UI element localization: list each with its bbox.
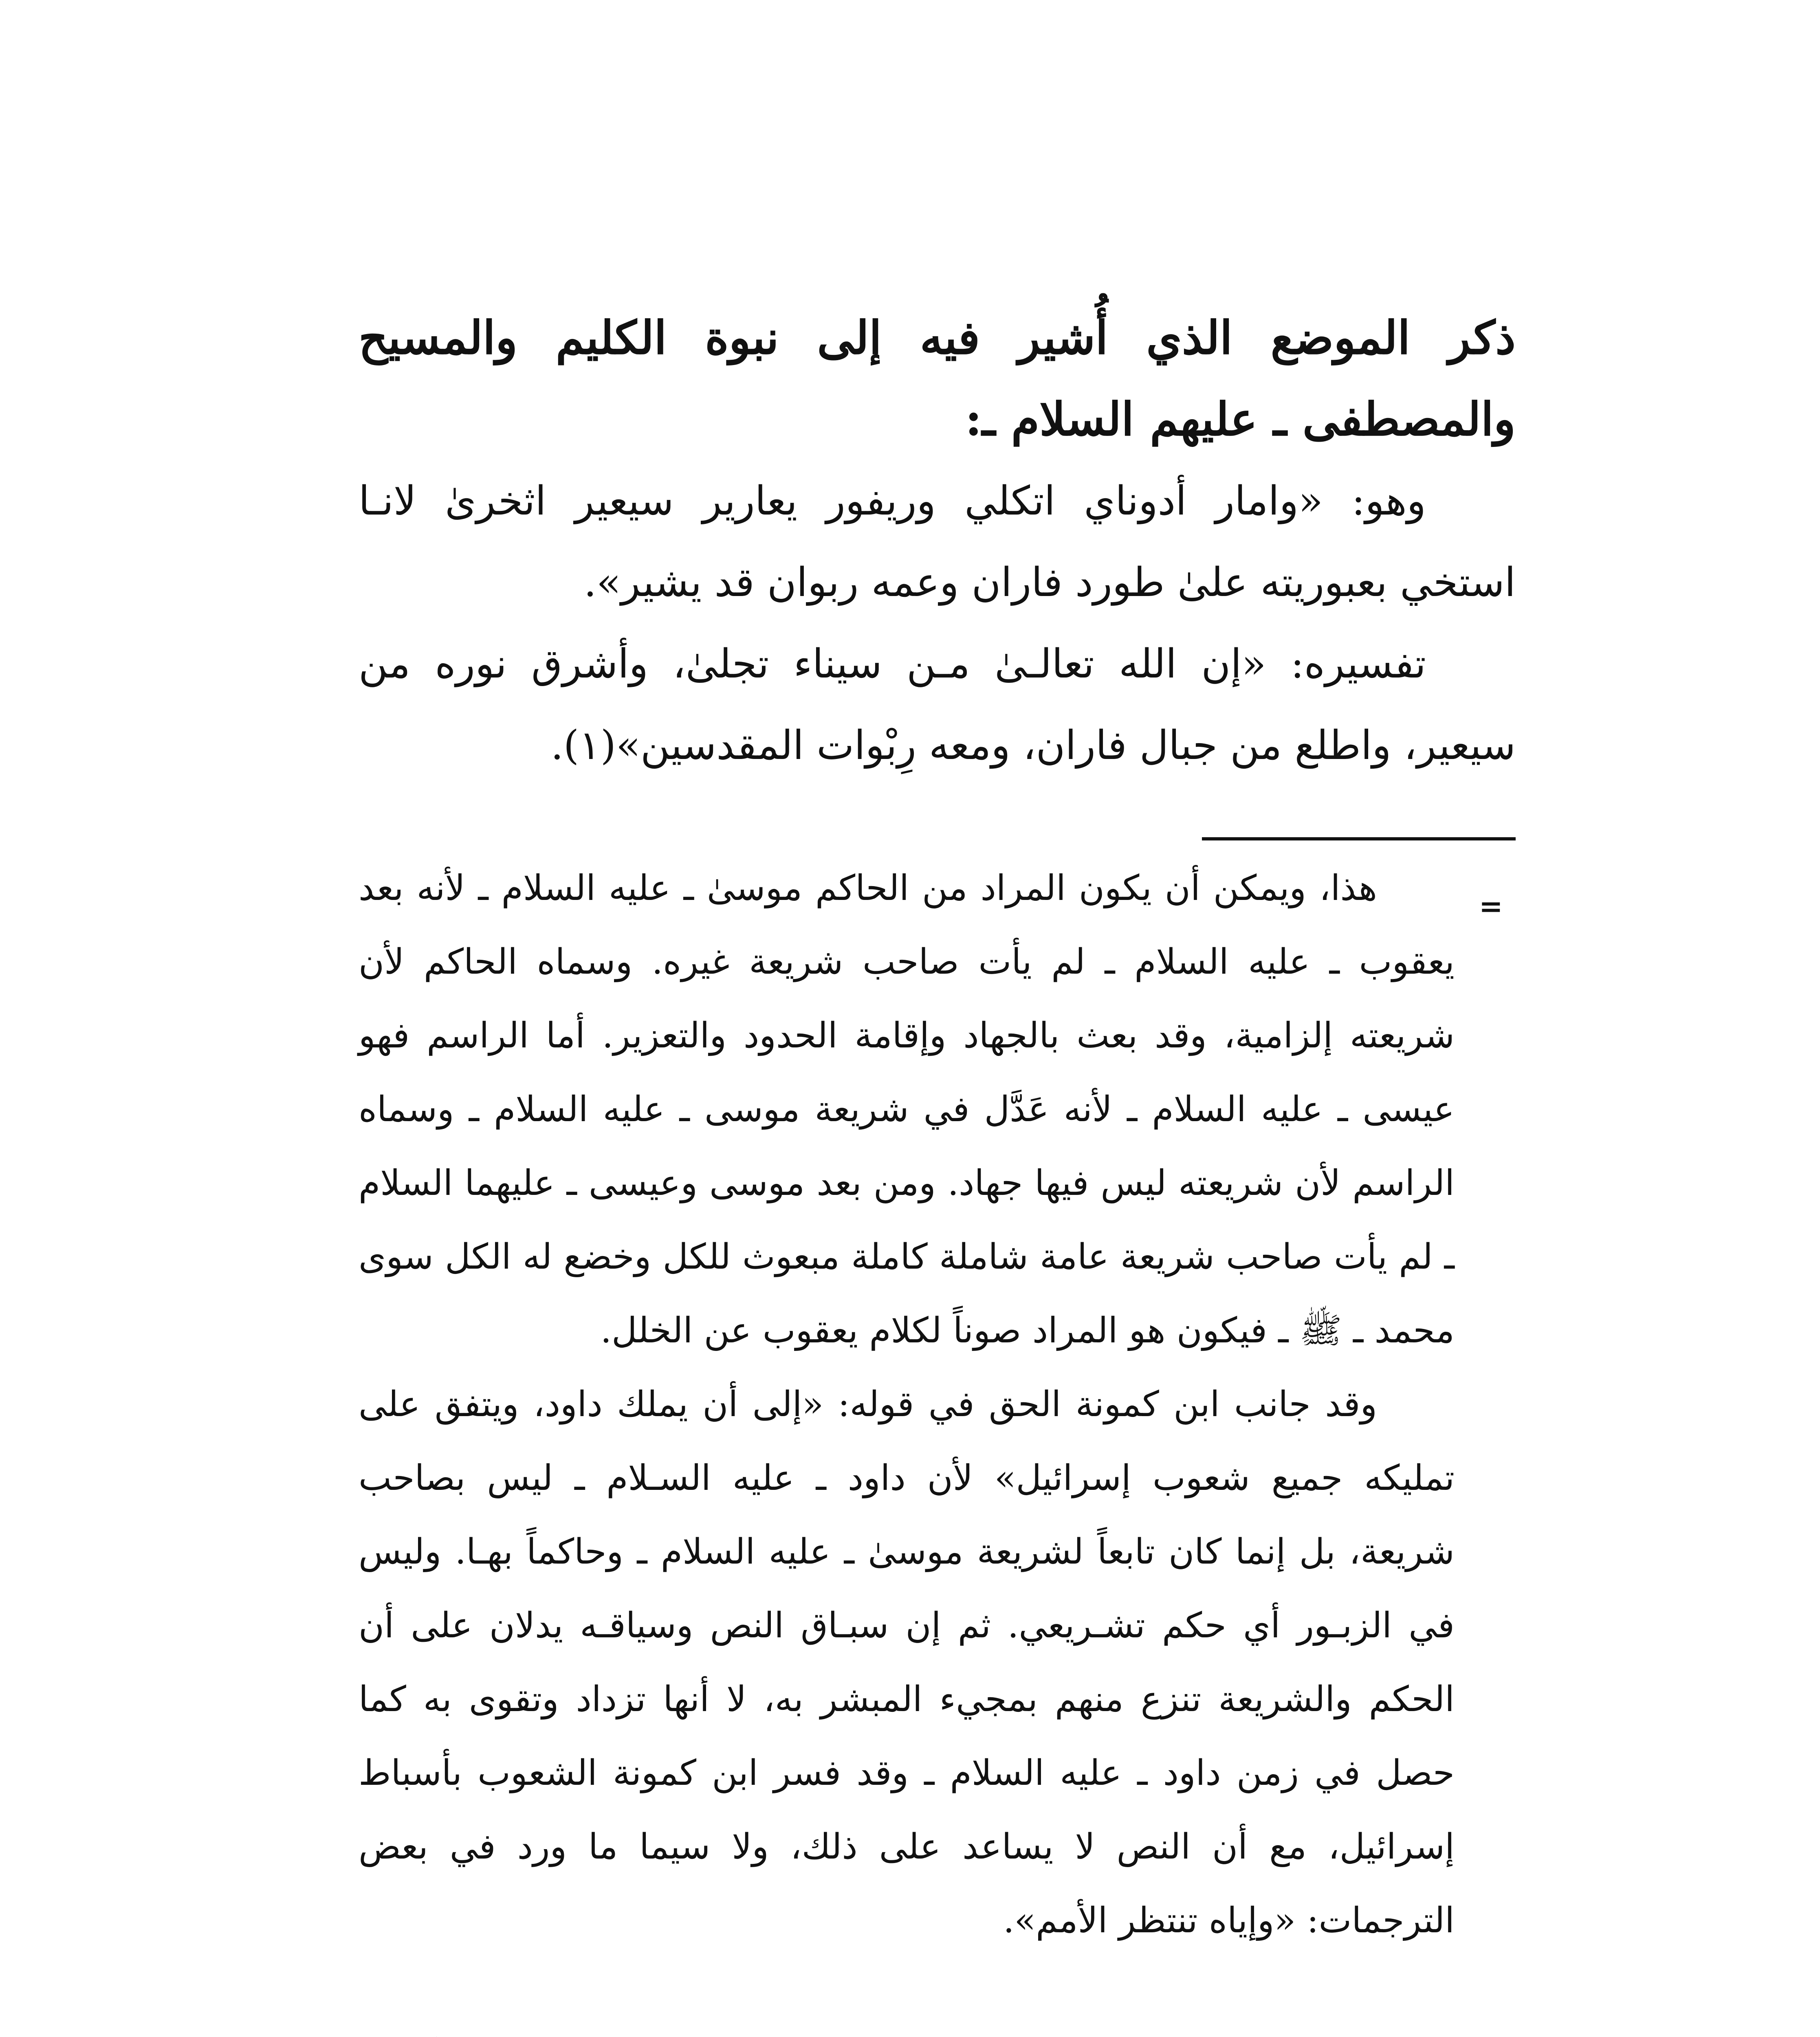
- continued-notes-block: [359, 851, 1455, 1958]
- footnote-1: [359, 2021, 1516, 2037]
- tafsir-paragraph: تفسيره: «إن الله تعالـىٰ مـن سيناء تجلىٰ، وأشرق نوره من سيعير، واطلع من جبال فاران، ومعه رِبْوات المقدسين»(١).: [359, 641, 1516, 769]
- note-paragraph-hakim: هذا، ويمكن أن يكون المراد من الحاكم موسىٰ ـ عليه السلام ـ لأنه بعد يعقوب ـ عليه السلام ـ لم يأت صاحب شريعة غيره. وسماه الحاكم لأن شريعته إلزامية، وقد بعث بالجهاد وإقامة الحدود والتعزير. أما الراسم فهو عيسى ـ عليه السلام ـ لأنه عَدَّل في شريعة موسى ـ عليه السلام ـ وسماه الراسم لأن شريعته ليس فيها جهاد. ومن بعد موسى وعيسى ـ عليهما السلام ـ لم يأت صاحب شريعة عامة شاملة كاملة مبعوث للكل وخضع له الكل سوى محمد ـ ﷺ ـ فيكون هو المراد صوناً لكلام يعقوب عن الخلل.: [359, 868, 1455, 1351]
- footnote-block: [359, 2021, 1516, 2037]
- continuation-marker-top: =: [1479, 889, 1503, 923]
- section-heading: ذكر الموضع الذي أُشير فيه إلى نبوة الكليم والمسيح والمصطفى ـ عليهم السلام ـ:: [359, 311, 1516, 446]
- note-paragraph-ibn-kammuna: وقد جانب ابن كمونة الحق في قوله: «إلى أن يملك داود، ويتفق على تمليكه جميع شعوب إسرائيل» لأن داود ـ عليه السـلام ـ ليس بصاحب شريعة، بل إنما كان تابعاً لشريعة موسىٰ ـ عليه السلام ـ وحاكماً بهـا. وليس في الزبـور أي حكم تشـريعي. ثم إن سبـاق النص وسياقـه يدلان على أن الحكم والشريعة تنزع منهم بمجيء المبشر به، لا أنها تزداد وتقوى به كما حصل في زمن داود ـ عليه السلام ـ وقد فسر ابن كمونة الشعوب بأسباط إسرائيل، مع أن النص لا يساعد على ذلك، ولا سيما ما ورد في بعض الترجمات: «وإياه تنتظر الأمم».: [359, 1384, 1455, 1941]
- quotation-paragraph: وهو: «وامار أدوناي اتكلي وريفور يعارير سيعير اثخرىٰ لانـا استخي بعبوريته علىٰ طورد فاران وعمه ربوان قد يشير».: [359, 478, 1516, 606]
- main-text-block: [359, 297, 1516, 786]
- notes-separator-rule: [1202, 837, 1516, 840]
